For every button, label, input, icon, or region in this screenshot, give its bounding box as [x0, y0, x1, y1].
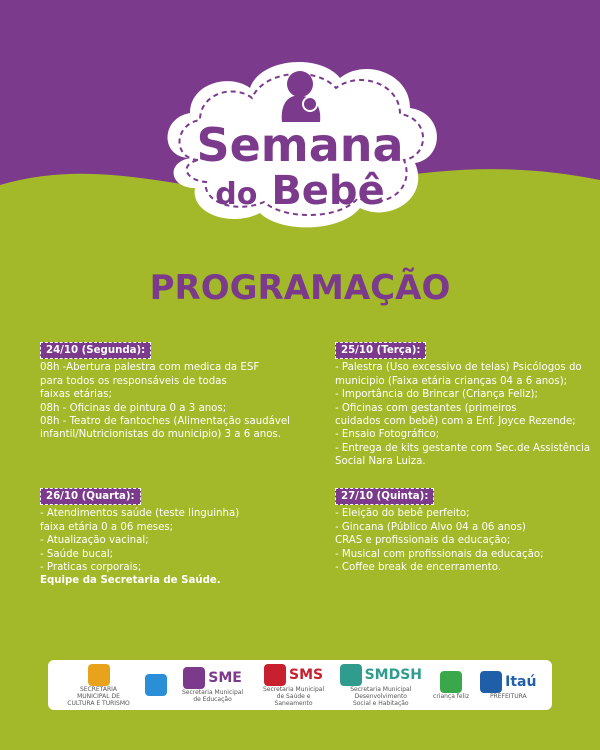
- schedule-line: - Eleição do bebê perfeito;: [335, 508, 470, 520]
- title-semana: Semana: [196, 118, 404, 172]
- logo-caption: Secretaria Municipal de Educação: [181, 689, 244, 703]
- sms-logo: [259, 665, 329, 705]
- schedule-line: - Gincana (Público Alvo 04 a 06 anos): [335, 521, 526, 533]
- logo-label: SMS: [288, 666, 324, 683]
- schedule-line: CRAS e profissionais da educação;: [335, 535, 511, 547]
- title-bebe: Bebê: [271, 168, 385, 214]
- schedule-line: cuidados com bebê) com a Enf. Joyce Rezende;: [335, 416, 576, 428]
- assistencia-social-icon: [145, 674, 167, 696]
- logo-label: Itaú: [505, 673, 537, 690]
- logo-caption: SECRETARIA MUNICIPAL DE CULTURA E TURISMO: [67, 685, 130, 707]
- schedule-line: - Atendimentos saúde (teste linguinha): [40, 508, 240, 520]
- assistencia-social-logo: [145, 665, 167, 705]
- sponsor-logos-bar: [48, 660, 552, 710]
- schedule-line: - Ensaio Fotográfico;: [335, 429, 440, 441]
- logo-label: SMDSH: [364, 666, 422, 683]
- schedule-line: 08h - Oficinas de pintura 0 a 3 anos;: [40, 402, 227, 414]
- schedule-line: - Musical com profissionais da educação;: [335, 548, 544, 560]
- day-header: 27/10 (Quinta):: [335, 488, 434, 505]
- crianca-feliz-logo: [433, 665, 469, 705]
- schedule-line: 08h - Teatro de fantoches (Alimentação saudável: [40, 416, 291, 428]
- smdsh-logo: [340, 665, 422, 705]
- schedule-line: Social Nara Luiza.: [335, 456, 426, 468]
- schedule-line: - Praticas corporais;: [40, 562, 142, 574]
- secretaria-cultura-icon: [88, 664, 110, 686]
- schedule-line: Equipe da Secretaria de Saúde.: [40, 575, 221, 587]
- title-do-bebe: [0, 168, 600, 214]
- logo-caption: criança feliz: [433, 692, 470, 700]
- schedule-day-3: [335, 342, 590, 469]
- schedule-day-4: [335, 488, 544, 574]
- secretaria-cultura-logo: [64, 665, 134, 705]
- schedule-line: - Oficinas com gestantes (primeiros: [335, 402, 517, 414]
- day-header: 24/10 (Segunda):: [40, 342, 151, 359]
- sme-icon: [183, 667, 205, 689]
- schedule-line: - Coffee break de encerramento.: [335, 562, 502, 574]
- logo-caption: Secretaria Municipal Desenvolvimento Social e Habitação: [350, 685, 412, 707]
- schedule-line: 08h -Abertura palestra com medica da ESF: [40, 362, 260, 374]
- day-header: 25/10 (Terça):: [335, 342, 426, 359]
- sms-icon: [264, 664, 286, 686]
- schedule-line: - Importância do Brincar (Criança Feliz);: [335, 389, 538, 401]
- schedule-line: faixas etárias;: [40, 389, 112, 401]
- schedule-line: - Palestra (Uso excessivo de telas) Psicólogos do: [335, 362, 582, 374]
- schedule-line: - Saúde bucal;: [40, 548, 114, 560]
- title-do: do: [215, 177, 258, 212]
- schedule-line: para todos os responsáveis de todas: [40, 375, 227, 387]
- smdsh-icon: [340, 664, 362, 686]
- day-header: 26/10 (Quarta):: [40, 488, 141, 505]
- logo-label: SME: [208, 670, 242, 686]
- schedule-day-2: [40, 488, 239, 588]
- sme-logo: [178, 665, 248, 705]
- prefeitura-itau-logo: [480, 665, 536, 705]
- schedule-line: - Atualização vacinal;: [40, 535, 149, 547]
- programacao-heading: PROGRAMAÇÃO: [149, 268, 451, 308]
- schedule-line: municipio (Faixa etária crianças 04 a 6 anos);: [335, 375, 568, 387]
- schedule-line: faixa etária 0 a 06 meses;: [40, 521, 174, 533]
- logo-caption: PREFEITURA: [489, 692, 527, 700]
- schedule-day-1: [40, 342, 290, 442]
- prefeitura-itau-icon: [480, 671, 502, 693]
- logo-caption: Secretaria Municipal de Saúde e Saneamento: [262, 685, 325, 707]
- schedule-line: infantil/Nutricionistas do municipio) 3 a 6 anos.: [40, 429, 281, 441]
- crianca-feliz-icon: [440, 671, 462, 693]
- schedule-line: - Entrega de kits gestante com Sec.de Assistência: [335, 442, 591, 454]
